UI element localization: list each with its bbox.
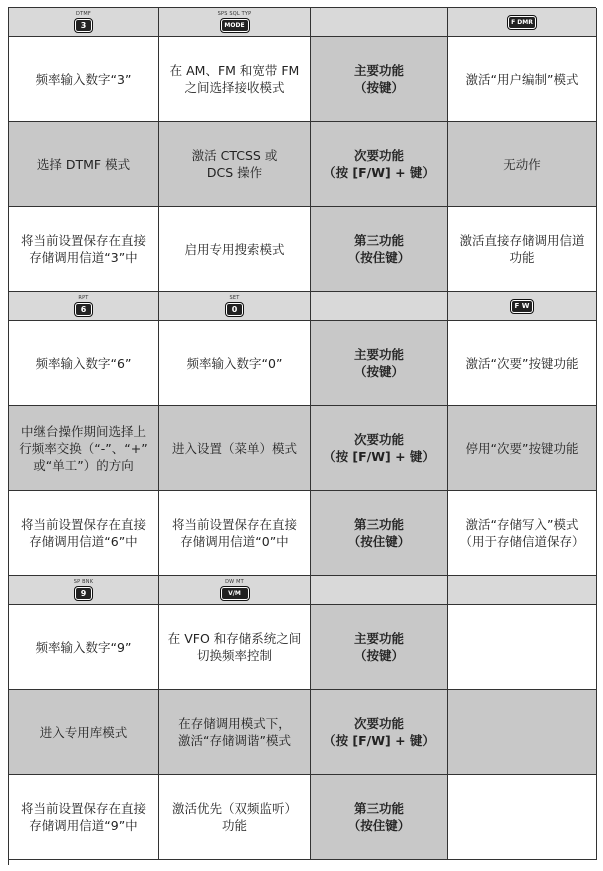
function-type-label: 次要功能 （按 [F/W] + 键） — [311, 122, 448, 207]
cell-function: 在存储调用模式下， 激活“存储调谐”模式 — [159, 690, 311, 775]
key-label-small: RPT — [78, 295, 89, 301]
key-9-icon: 9 — [74, 586, 93, 601]
cell-function — [448, 690, 597, 775]
key-header-0 — [159, 292, 311, 321]
function-type-label: 次要功能 （按 [F/W] + 键） — [311, 406, 448, 491]
key-header-empty — [311, 8, 448, 37]
key-f-dmr-icon: F DMR — [507, 15, 537, 30]
key-header-mode — [159, 8, 311, 37]
cell-function: 选择 DTMF 模式 — [9, 122, 159, 207]
function-type-label: 主要功能 （按键） — [311, 605, 448, 690]
cell-function: 频率输入数字“6” — [9, 321, 159, 406]
cell-function: 激活直接存储调用信道 功能 — [448, 207, 597, 292]
cell-function: 激活优先（双频监听） 功能 — [159, 775, 311, 860]
function-type-label: 主要功能 （按键） — [311, 321, 448, 406]
cell-function — [448, 775, 597, 860]
key-header-fw — [448, 292, 597, 321]
cell-function: 进入专用库模式 — [9, 690, 159, 775]
function-type-label: 次要功能 （按 [F/W] + 键） — [311, 690, 448, 775]
cell-function: 无动作 — [448, 122, 597, 207]
cell-function: 将当前设置保存在直接 存储调用信道“0”中 — [159, 491, 311, 576]
cell-function: 将当前设置保存在直接 存储调用信道“9”中 — [9, 775, 159, 860]
cell-function: 激活“次要”按键功能 — [448, 321, 597, 406]
cell-function: 频率输入数字“0” — [159, 321, 311, 406]
cell-function: 激活“用户编制”模式 — [448, 37, 597, 122]
cell-function: 激活 CTCSS 或 DCS 操作 — [159, 122, 311, 207]
cell-function: 激活“存储写入”模式 （用于存储信道保存） — [448, 491, 597, 576]
cell-function: 将当前设置保存在直接 存储调用信道“6”中 — [9, 491, 159, 576]
function-type-label: 第三功能 （按住键） — [311, 775, 448, 860]
function-type-label: 第三功能 （按住键） — [311, 207, 448, 292]
key-label-small: SPS SQL TYP — [217, 11, 252, 17]
cell-function: 中继台操作期间选择上 行频率交换（“-”、“+” 或“单工”）的方向 — [9, 406, 159, 491]
cell-function: 在 VFO 和存储系统之间 切换频率控制 — [159, 605, 311, 690]
key-label-small: DTMF — [76, 11, 91, 17]
key-mode-icon: MODE — [220, 18, 250, 33]
key-header-empty — [311, 292, 448, 321]
key-0-icon: 0 — [225, 302, 244, 317]
function-type-label: 主要功能 （按键） — [311, 37, 448, 122]
key-header-6 — [9, 292, 159, 321]
cell-function: 频率输入数字“9” — [9, 605, 159, 690]
cell-function: 进入设置（菜单）模式 — [159, 406, 311, 491]
cell-function: 将当前设置保存在直接 存储调用信道“3”中 — [9, 207, 159, 292]
key-vm-icon: V/M — [220, 586, 250, 601]
key-header-3 — [9, 8, 159, 37]
cell-function: 在 AM、FM 和宽带 FM 之间选择接收模式 — [159, 37, 311, 122]
key-function-table — [8, 7, 596, 865]
key-label-small: DW MT — [225, 579, 244, 585]
cell-function: 启用专用搜索模式 — [159, 207, 311, 292]
key-header-vm — [159, 576, 311, 605]
key-3-icon: 3 — [74, 18, 93, 33]
key-f-w-icon: F W — [510, 299, 534, 314]
key-header-fdmr — [448, 8, 597, 37]
key-header-9 — [9, 576, 159, 605]
cell-function — [448, 605, 597, 690]
key-label-small: SET — [229, 295, 240, 301]
cell-function: 停用“次要”按键功能 — [448, 406, 597, 491]
key-header-empty — [311, 576, 448, 605]
cell-function: 频率输入数字“3” — [9, 37, 159, 122]
key-label-small: SP BNK — [73, 579, 94, 585]
key-6-icon: 6 — [74, 302, 93, 317]
key-header-empty — [448, 576, 597, 605]
function-type-label: 第三功能 （按住键） — [311, 491, 448, 576]
